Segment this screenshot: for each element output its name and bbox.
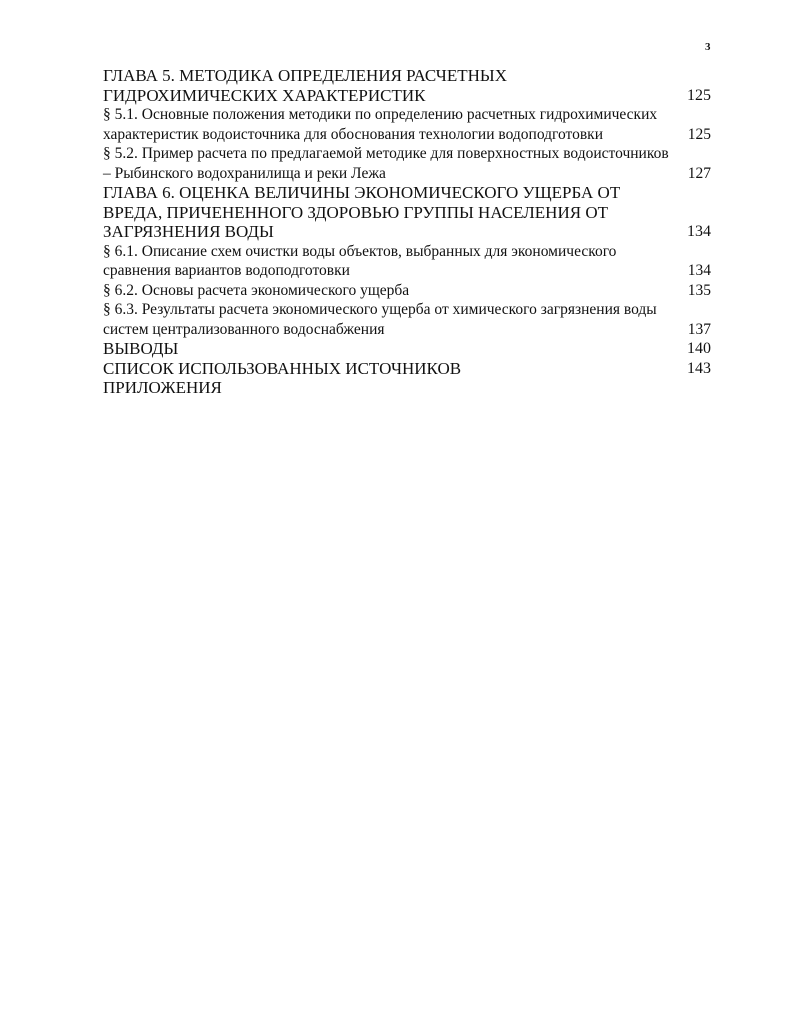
toc-entry-chapter-6: [103, 183, 711, 242]
toc-entry-title: § 5.1. Основные положения методики по определению расчетных гидрохимических характеристик водоисточника для обоснования технологии водоподготовки: [103, 106, 658, 143]
toc-entry-page: 143: [687, 359, 711, 377]
toc-entry-references: [103, 359, 711, 379]
toc-entry-title: ГЛАВА 6. ОЦЕНКА ВЕЛИЧИНЫ ЭКОНОМИЧЕСКОГО УЩЕРБА ОТ ВРЕДА, ПРИЧЕНЕННОГО ЗДОРОВЬЮ ГРУППЫ НАСЕЛЕНИЯ ОТ ЗАГРЯЗНЕНИЯ ВОДЫ: [103, 183, 621, 241]
toc-entry-title: § 6.1. Описание схем очистки воды объектов, выбранных для экономического сравнения вариантов водоподготовки: [103, 242, 617, 279]
toc-entry-page: 135: [687, 281, 711, 299]
toc-entry-title: § 5.2. Пример расчета по предлагаемой методике для поверхностных водоисточников – Рыбинского водохранилища и реки Лежа: [103, 145, 669, 182]
toc-entry-section-5-2: [103, 144, 711, 183]
toc-entry-title: § 6.3. Результаты расчета экономического ущерба от химического загрязнения воды систем централизованного водоснабжения: [103, 301, 657, 338]
toc-entry-title: СПИСОК ИСПОЛЬЗОВАННЫХ ИСТОЧНИКОВ: [103, 358, 462, 378]
toc-entry-conclusions: [103, 339, 711, 359]
toc-entry-title: ПРИЛОЖЕНИЯ: [103, 378, 222, 397]
toc-entry-appendices: [103, 378, 711, 398]
toc-entry-title: § 6.2. Основы расчета экономического ущерба: [103, 281, 410, 299]
toc-entry-page: 134: [687, 262, 711, 279]
toc-entry-section-6-3: [103, 300, 711, 339]
toc-entry-page: 137: [687, 320, 711, 338]
toc-entry-page: 125: [687, 125, 711, 143]
toc-entry-chapter-5: [103, 66, 711, 105]
toc-entry-section-6-2: [103, 281, 711, 301]
toc-entry-title: ГЛАВА 5. МЕТОДИКА ОПРЕДЕЛЕНИЯ РАСЧЕТНЫХ ГИДРОХИМИЧЕСКИХ ХАРАКТЕРИСТИК: [103, 66, 508, 105]
toc-entry-page: 134: [687, 223, 711, 240]
toc-entry-section-6-1: [103, 242, 711, 281]
toc-entry-page: 140: [687, 340, 711, 357]
table-of-contents: [103, 66, 711, 398]
toc-entry-title: ВЫВОДЫ: [103, 339, 179, 358]
toc-entry-section-5-1: [103, 105, 711, 144]
toc-entry-page: 127: [687, 164, 711, 182]
toc-entry-page: 125: [687, 86, 711, 104]
page-number: 3: [705, 41, 711, 53]
